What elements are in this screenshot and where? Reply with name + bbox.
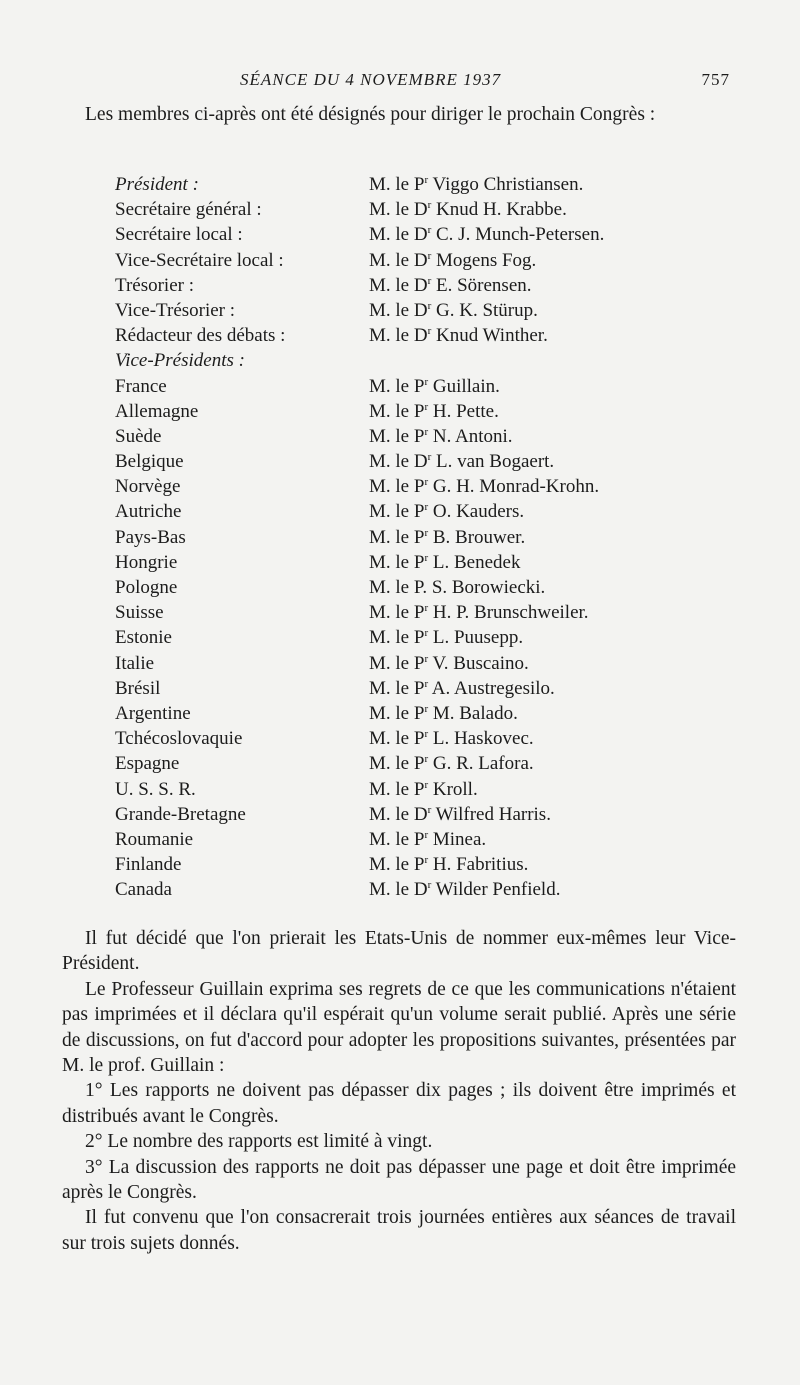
vice-president-row bbox=[0, 374, 800, 399]
vice-president-row bbox=[0, 877, 800, 902]
member-name: M. le $P^r$ B. Brouwer. bbox=[369, 526, 526, 548]
member-name: M. le $P^r$ Viggo Christiansen. bbox=[369, 174, 584, 195]
vice-presidents-list bbox=[0, 374, 800, 903]
country-label: Belgique bbox=[115, 451, 184, 473]
member-name: M. le $D^r$ Mogens Fog. bbox=[369, 249, 537, 271]
country-label: France bbox=[115, 375, 167, 397]
officer-row bbox=[0, 197, 800, 222]
proposition-item: 3° La discussion des rapports ne doit pas dépasser une page et doit être imprimée après le Congrès. bbox=[62, 1156, 736, 1204]
vice-president-row bbox=[0, 701, 800, 726]
member-name: M. le $P^r$ O. Kauders. bbox=[369, 501, 525, 523]
member-name: M. le $P^r$ L. Benedek bbox=[369, 551, 521, 573]
vice-president-row bbox=[0, 751, 800, 776]
country-label: Suède bbox=[115, 425, 162, 447]
page-header bbox=[62, 64, 730, 96]
officer-row bbox=[0, 172, 800, 197]
running-title: SÉANCE DU 4 NOVEMBRE 1937 bbox=[240, 70, 502, 89]
vice-president-row bbox=[0, 575, 800, 600]
intro-paragraph: Les membres ci-après ont été désignés pour diriger le prochain Congrès : bbox=[85, 104, 656, 125]
paragraph: Il fut convenu que l'on consacrerait trois journées entières aux séances de travail sur trois sujets donnés. bbox=[62, 1207, 736, 1254]
member-name: M. le $D^r$ C. J. Munch-Petersen. bbox=[369, 224, 605, 246]
vice-president-row bbox=[0, 474, 800, 499]
country-label: Pologne bbox=[115, 577, 178, 598]
country-label: U. S. S. R. bbox=[115, 778, 196, 800]
country-label: Tchécoslovaquie bbox=[115, 728, 243, 750]
page-number: 757 bbox=[701, 70, 730, 89]
country-label: Norvège bbox=[115, 476, 181, 498]
member-name: M. le $P^r$ Kroll. bbox=[369, 778, 478, 800]
member-name: M. le $P^r$ L. Haskovec. bbox=[369, 728, 534, 750]
vice-president-row bbox=[0, 726, 800, 751]
country-label: Italie bbox=[115, 652, 155, 674]
member-name: M. le $P^r$ A. Austregesilo. bbox=[369, 677, 555, 699]
congress-roster bbox=[0, 172, 800, 902]
role-label: Vice-Secrétaire local : bbox=[115, 249, 284, 271]
member-name: M. le $D^r$ Knud H. Krabbe. bbox=[369, 199, 567, 221]
vice-president-row bbox=[0, 625, 800, 650]
vice-president-row bbox=[0, 550, 800, 575]
vice-president-row bbox=[0, 424, 800, 449]
vice-presidents-heading: Vice-Présidents : bbox=[115, 350, 245, 372]
country-label: Hongrie bbox=[115, 551, 178, 573]
officer-row bbox=[0, 273, 800, 298]
officer-row bbox=[0, 323, 800, 348]
role-label: Secrétaire général : bbox=[115, 199, 262, 221]
member-name: M. le $P^r$ M. Balado. bbox=[369, 702, 518, 724]
member-name: M. le $D^r$ G. K. Stürup. bbox=[369, 299, 538, 321]
country-label: Espagne bbox=[115, 753, 180, 775]
member-name: M. le $D^r$ L. van Bogaert. bbox=[369, 451, 555, 473]
country-label: Allemagne bbox=[115, 400, 199, 422]
country-label: Autriche bbox=[115, 501, 182, 523]
paragraph: Il fut décidé que l'on prierait les Etats-Unis de nommer eux-mêmes leur Vice-Président. bbox=[62, 928, 736, 975]
country-label: Finlande bbox=[115, 854, 182, 876]
role-label: Vice-Trésorier : bbox=[115, 299, 236, 321]
vice-president-row bbox=[0, 676, 800, 701]
vice-president-row bbox=[0, 777, 800, 802]
vice-president-row bbox=[0, 449, 800, 474]
country-label: Pays-Bas bbox=[115, 526, 186, 548]
vice-president-row bbox=[0, 852, 800, 877]
member-name: M. le $P^r$ Guillain. bbox=[369, 375, 500, 397]
country-label: Suisse bbox=[115, 602, 164, 624]
country-label: Grande-Bretagne bbox=[115, 803, 246, 825]
vice-president-row bbox=[0, 827, 800, 852]
vice-president-row bbox=[0, 399, 800, 424]
officer-row bbox=[0, 298, 800, 323]
officers-list bbox=[0, 172, 800, 348]
minutes-body bbox=[62, 926, 736, 1256]
member-name: M. le $P^r$ G. R. Lafora. bbox=[369, 753, 534, 775]
member-name: M. le $D^r$ Knud Winther. bbox=[369, 325, 548, 347]
member-name: M. le $P^r$ G. H. Monrad-Krohn. bbox=[369, 476, 600, 498]
proposition-item: 1° Les rapports ne doivent pas dépasser dix pages ; ils doivent être imprimés et distribués avant le Congrès. bbox=[62, 1080, 736, 1127]
country-label: Argentine bbox=[115, 702, 191, 724]
country-label: Roumanie bbox=[115, 828, 194, 850]
role-label: Secrétaire local : bbox=[115, 224, 243, 246]
vice-presidents-heading-row bbox=[0, 348, 800, 373]
vice-president-row bbox=[0, 802, 800, 827]
role-label: Rédacteur des débats : bbox=[115, 325, 286, 347]
vice-president-row bbox=[0, 651, 800, 676]
member-name: M. le $D^r$ Wilfred Harris. bbox=[369, 803, 551, 825]
member-name: M. le $D^r$ E. Sörensen. bbox=[369, 274, 532, 296]
role-label: Président : bbox=[115, 174, 199, 195]
role-label: Trésorier : bbox=[115, 274, 194, 296]
member-name: M. le $D^r$ Wilder Penfield. bbox=[369, 879, 561, 901]
country-label: Canada bbox=[115, 879, 172, 901]
member-name: M. le $P^r$ Minea. bbox=[369, 828, 487, 850]
member-name: M. le P. S. Borowiecki. bbox=[369, 577, 546, 598]
member-name: M. le $P^r$ V. Buscaino. bbox=[369, 652, 529, 674]
member-name: M. le $P^r$ L. Puusepp. bbox=[369, 627, 524, 649]
paragraph: Le Professeur Guillain exprima ses regrets de ce que les communications n'étaient pas imprimées et il déclara qu'il espérait qu'un volume serait publié. Après une série de discussions, on fut d'accord pour adopter les propositions suivantes, présentées par M. le prof. Guillain : bbox=[62, 978, 736, 1077]
officer-row bbox=[0, 222, 800, 247]
proposition-item: 2° Le nombre des rapports est limité à vingt. bbox=[85, 1131, 433, 1153]
vice-president-row bbox=[0, 499, 800, 524]
vice-president-row bbox=[0, 600, 800, 625]
member-name: M. le $P^r$ H. Pette. bbox=[369, 400, 499, 422]
vice-president-row bbox=[0, 525, 800, 550]
member-name: M. le $P^r$ N. Antoni. bbox=[369, 425, 513, 447]
officer-row bbox=[0, 248, 800, 273]
country-label: Estonie bbox=[115, 627, 172, 649]
member-name: M. le $P^r$ H. Fabritius. bbox=[369, 854, 529, 876]
country-label: Brésil bbox=[115, 677, 161, 699]
member-name: M. le $P^r$ H. P. Brunschweiler. bbox=[369, 602, 589, 624]
